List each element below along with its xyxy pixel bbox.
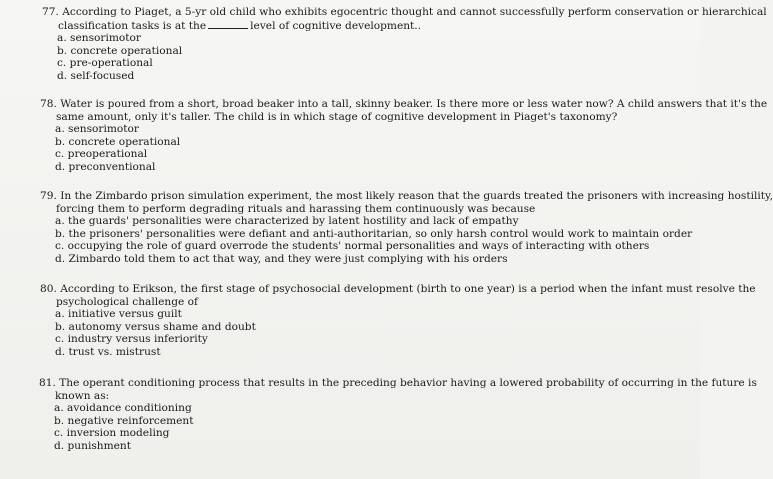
stem-line: In the Zimbardo prison simulation experiment, the most likely reason that the guards treated the prisoners with increasing hostility, [60, 190, 773, 202]
option-a: a. initiative versus guilt [55, 308, 182, 321]
stem-line: The operant conditioning process that results in the preceding behavior having a lowered probability of occurring in the future is [59, 377, 757, 389]
stem-line: According to Piaget, a 5-yr old child who exhibits egocentric thought and cannot successfully perform conservation or hierarchical [62, 6, 767, 18]
option-d: d. punishment [54, 439, 131, 452]
question-81 [39, 377, 757, 453]
option-a: a. sensorimotor [57, 32, 141, 45]
option-c: c. preoperational [55, 148, 148, 161]
option-a: a. avoidance conditioning [54, 402, 192, 415]
question-stem [40, 190, 773, 203]
option-b: b. the prisoners' personalities were defiant and anti-authoritarian, so only harsh control would work to maintain order [55, 227, 693, 240]
answer-blank [208, 19, 248, 29]
option-b: b. concrete operational [57, 44, 183, 57]
question-stem-continued: psychological challenge of [56, 295, 198, 308]
question-80 [40, 283, 756, 359]
question-stem-continued: known as: [55, 389, 110, 402]
question-stem-continued [42, 19, 767, 33]
option-d: d. trust vs. mistrust [55, 345, 161, 358]
question-number: 81. [39, 377, 56, 389]
stem-line: level of cognitive development.. [250, 19, 422, 32]
question-number: 77. [42, 6, 59, 18]
question-stem [42, 6, 767, 19]
option-c: c. inversion modeling [54, 427, 170, 440]
option-c: c. occupying the role of guard overrode the students' normal personalities and ways of interacting with others [55, 240, 650, 253]
option-c: c. pre-operational [57, 57, 153, 70]
option-d: d. preconventional [55, 160, 156, 173]
question-stem-continued: forcing them to perform degrading rituals and harassing them continuously was because [56, 202, 536, 215]
question-77 [42, 6, 767, 83]
option-b: b. autonomy versus shame and doubt [55, 320, 256, 333]
option-a: a. sensorimotor [55, 123, 139, 136]
question-number: 79. [40, 190, 57, 202]
question-stem [39, 377, 757, 390]
option-c: c. industry versus inferiority [55, 333, 208, 346]
question-number: 80. [40, 283, 57, 295]
option-d: d. Zimbardo told them to act that way, and they were just complying with his orders [55, 252, 508, 265]
question-number: 78. [40, 98, 57, 110]
question-79 [40, 190, 773, 266]
option-d: d. self-focused [57, 69, 135, 82]
question-stem [40, 283, 756, 296]
stem-line: According to Erikson, the first stage of psychosocial development (birth to one year) is a period when the infant must resolve the [60, 283, 756, 295]
option-b: b. concrete operational [55, 135, 181, 148]
question-stem-continued: same amount, only it's taller. The child is in which stage of cognitive development in Piaget's taxonomy? [56, 110, 618, 123]
stem-line: classification tasks is at the [58, 19, 207, 32]
option-a: a. the guards' personalities were characterized by latent hostility and lack of empathy [55, 215, 519, 228]
question-78 [40, 98, 767, 174]
question-stem [40, 98, 767, 111]
option-b: b. negative reinforcement [54, 414, 194, 427]
stem-line: Water is poured from a short, broad beaker into a tall, skinny beaker. Is there more or less water now? A child answers that it's the [60, 98, 768, 110]
